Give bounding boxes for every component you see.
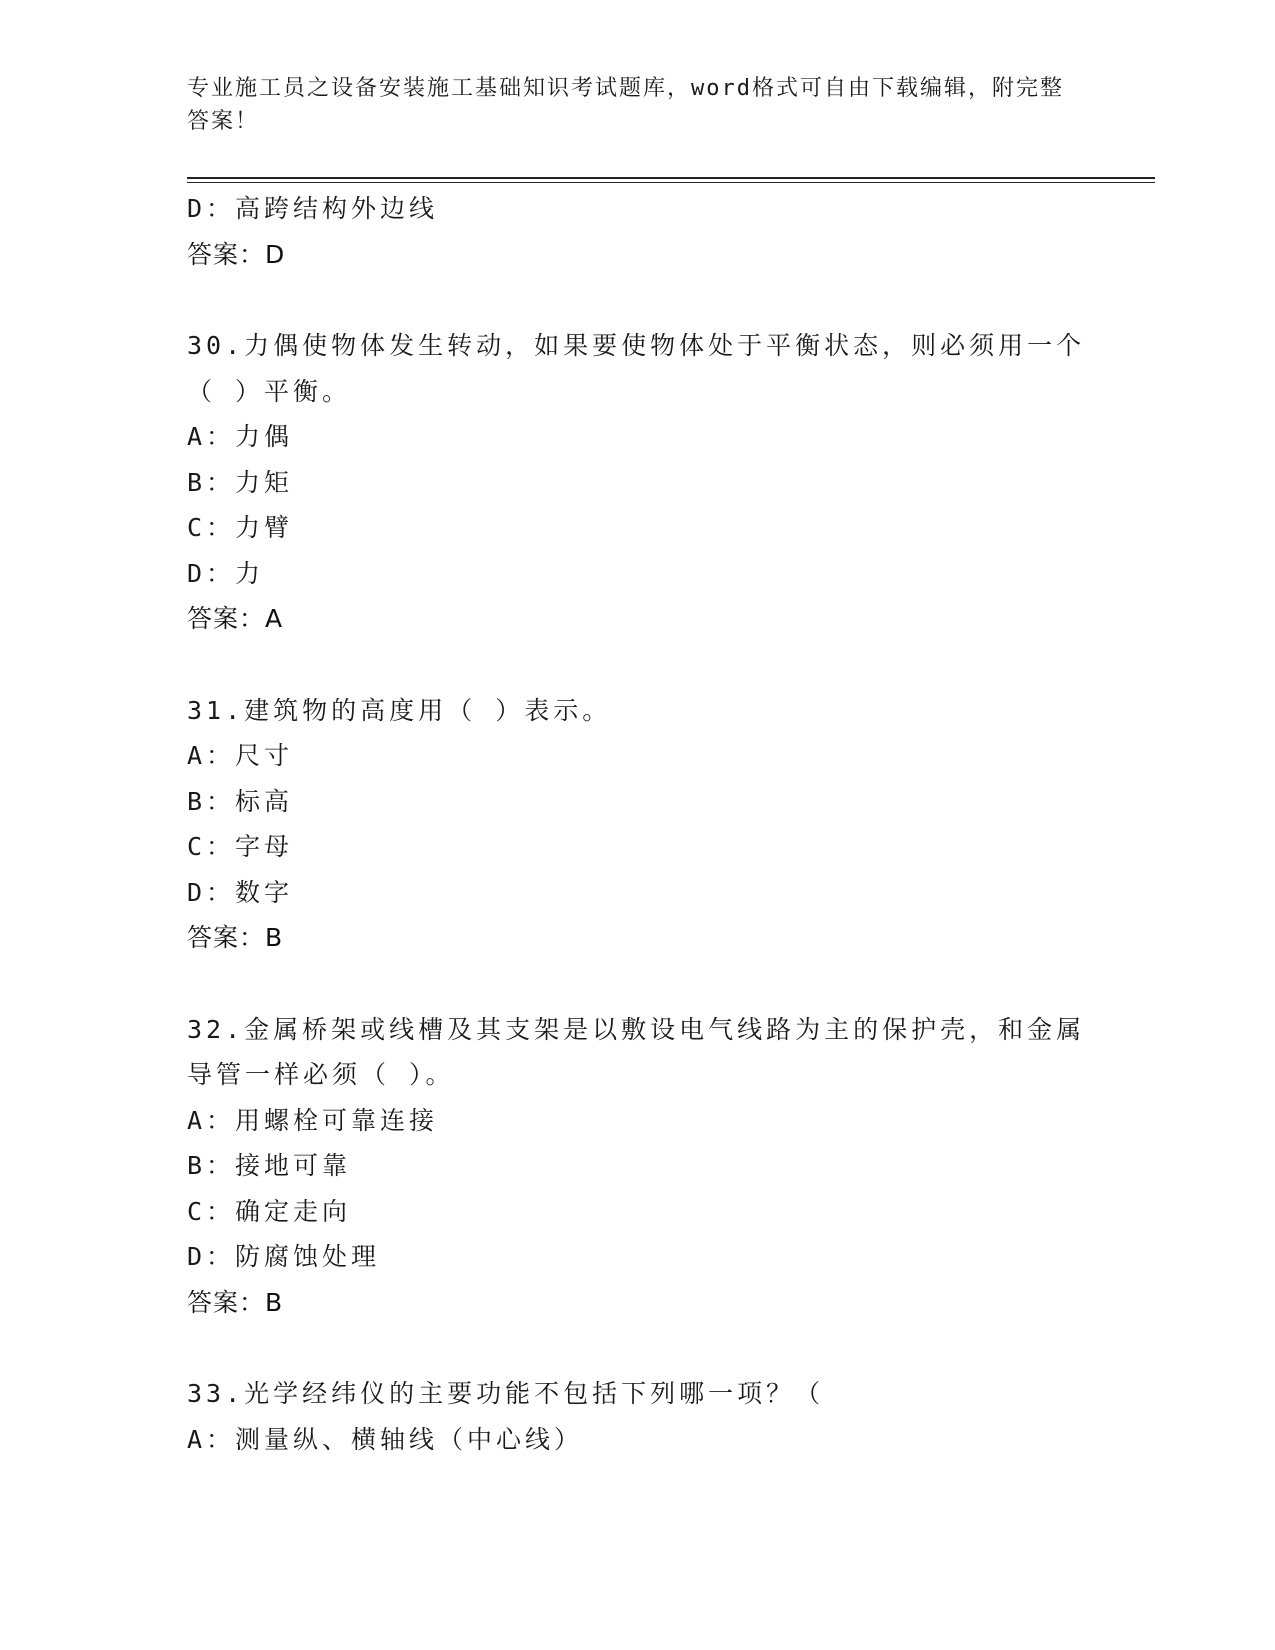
question-30-text-cont: （ ）平衡。: [187, 376, 352, 406]
answer: 答案：D: [187, 239, 286, 269]
question-30-text: 30.力偶使物体发生转动，如果要使物体处于平衡状态，则必须用一个: [187, 331, 1086, 360]
question-30-option-a: A：力偶: [187, 422, 294, 451]
page-header: 专业施工员之设备安装施工基础知识考试题库，word格式可自由下载编辑，附完整答案！: [187, 76, 1064, 134]
question-30-answer: 答案：A: [187, 604, 284, 633]
header-rule-top: [187, 177, 1155, 179]
option-d: D：高跨结构外边线: [187, 194, 439, 223]
question-33-option-a: A：测量纵、横轴线（中心线）: [187, 1424, 584, 1454]
question-32-option-a: A：用螺栓可靠连接: [187, 1105, 439, 1135]
question-list: [187, 186, 1087, 1462]
question-32-option-b: B：接地可靠: [187, 1151, 352, 1180]
question-30-option-b: B：力矩: [187, 467, 294, 497]
question-32-text-cont: 导管一样必须（ ）。: [187, 1060, 455, 1089]
question-30-option-c: C：力臂: [187, 513, 294, 542]
question-32-answer: 答案：B: [187, 1287, 284, 1317]
header-rule-bottom: [187, 182, 1155, 183]
question-32-text: 32.金属桥架或线槽及其支架是以敷设电气线路为主的保护壳，和金属: [187, 1014, 1086, 1044]
question-31-option-c: C：字母: [187, 832, 294, 861]
question-31-option-b: B：标高: [187, 786, 294, 816]
question-31-option-a: A：尺寸: [187, 741, 294, 770]
question-33-text: 33.光学经纬仪的主要功能不包括下列哪一项？（: [187, 1379, 825, 1408]
question-31-text: 31.建筑物的高度用（ ）表示。: [187, 695, 612, 725]
question-31-option-d: D：数字: [187, 877, 294, 907]
question-32-option-c: C：确定走向: [187, 1196, 352, 1226]
question-31-answer: 答案：B: [187, 923, 284, 952]
question-32-option-d: D：防腐蚀处理: [187, 1242, 381, 1271]
question-30-option-d: D：力: [187, 558, 265, 588]
